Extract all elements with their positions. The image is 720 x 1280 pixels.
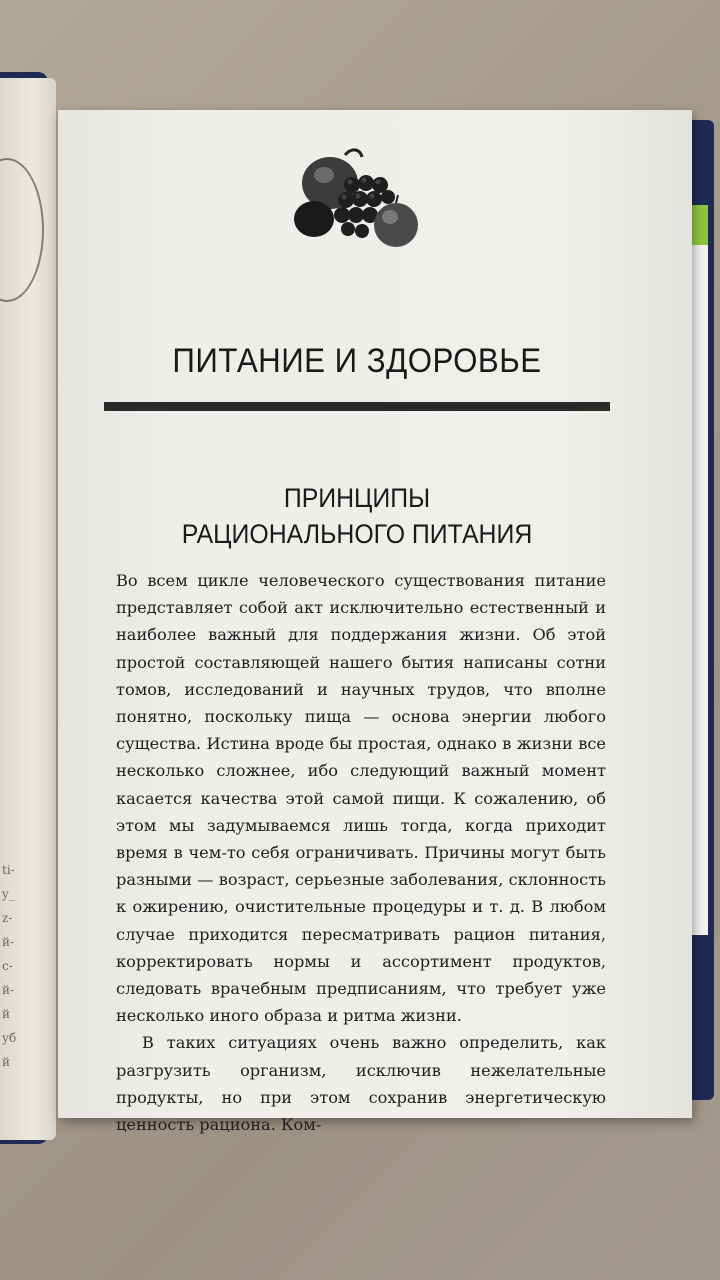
chapter-title-line2: РАЦИОНАЛЬНОГО ПИТАНИЯ [181,519,533,549]
library-stamp [0,158,44,302]
fragment: й [2,1055,10,1069]
body-text [116,567,606,1138]
fruit-illustration [290,145,420,250]
fragment: уб [2,1031,17,1045]
left-page [0,78,56,1140]
fragment: ti- [2,863,15,877]
title-rule [104,402,610,411]
fragment: y_ [2,887,15,901]
green-tab [690,205,708,245]
fragment: й [2,1007,10,1021]
chapter-title [104,480,610,552]
left-page-text-fragments [2,858,16,1074]
fragment: z- [2,911,13,925]
cover-edge-strip [690,245,708,935]
chapter-title-line1: ПРИНЦИПЫ [283,483,431,513]
fragment: й- [2,935,15,949]
fragment: с- [2,959,13,973]
section-title: ПИТАНИЕ И ЗДОРОВЬЕ [172,342,542,380]
paragraph-1: Во всем цикле человеческого существования питание представляет собой акт исключительно естественный и наиболее важный для поддержания жизни. Об этой простой составляющей нашего бытия написаны сотни томов, исследований и научных трудов, что вполне понятно, поскольку пища — основа энергии любого существа. Истина вроде бы простая, однако в жизни все несколько сложнее, ибо следующий важный момент касается качества этой самой пищи. К сожалению, об этом мы задумываемся лишь тогда, когда приходит время в чем-то себя ограничивать. Причины могут быть разными — возраст, серьезные заболевания, склонность к ожирению, очистительные процедуры и т. д. В любом случае приходится пересматривать рацион питания, корректировать нормы и ассортимент продуктов, следовать врачебным предписаниям, что требует уже несколько иного образа и ритма жизни. [116,571,606,1026]
paragraph-2: В таких ситуациях очень важно определить, как разгрузить организм, исключив нежелательные продукты, но при этом сохранив энергетическую ценность рациона. Ком- [116,1033,606,1135]
fragment: й- [2,983,15,997]
